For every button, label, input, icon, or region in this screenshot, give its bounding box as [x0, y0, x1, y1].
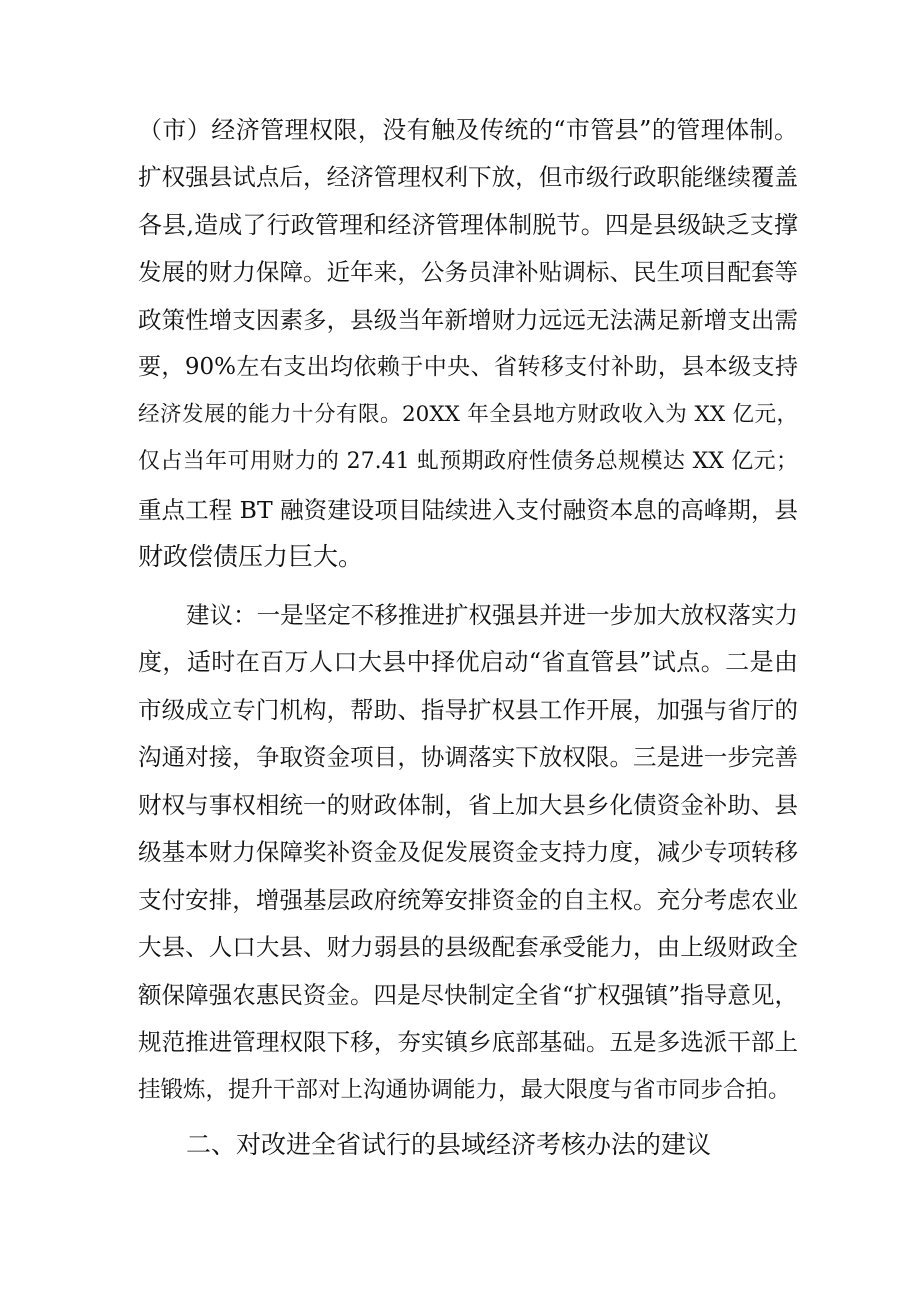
paragraph-1-line-2: 扩权强县试点后，经济管理权利下放，但市级行政职能继续覆盖	[138, 163, 798, 191]
paragraph-2-line-11: 挂锻炼，提升干部对上沟通协调能力，最大限度与省市同步合拍。	[138, 1077, 791, 1103]
paragraph-1-line-6: 要，90%左右支出均依赖于中央、省转移支付补助，县本级支持	[138, 354, 798, 380]
paragraph-2-line-9: 额保障强农惠民资金。四是尽快制定全省“扩权强镇”指导意见，	[138, 981, 798, 1009]
paragraph-2-line-3: 市级成立专门机构，帮助、指导扩权县工作开展，加强与省厅的	[138, 696, 798, 724]
paragraph-2-line-1: 建议：一是坚定不移推进扩权强县并进一步加大放权落实力	[186, 601, 798, 629]
paragraph-1-line-4: 发展的财力保障。近年来，公务员津补贴调标、民生项目配套等	[138, 258, 798, 286]
paragraph-1-line-1: （市）经济管理权限，没有触及传统的“市管县”的管理体制。	[138, 116, 798, 144]
paragraph-1-line-5: 政策性增支因素多，县级当年新增财力远远无法满足新增支出需	[138, 306, 798, 334]
paragraph-1-line-9: 重点工程 BT 融资建设项目陆续进入支付融资本息的高峰期，县	[138, 496, 798, 524]
section-heading: 二、对改进全省试行的县域经济考核办法的建议	[186, 1130, 712, 1159]
paragraph-2-line-4: 沟通对接，争取资金项目，协调落实下放权限。三是进一步完善	[138, 743, 798, 771]
paragraph-1-line-7: 经济发展的能力十分有限。20XX 年全县地方财政收入为 XX 亿元，	[138, 402, 798, 427]
paragraph-2-line-6: 级基本财力保障奖补资金及促发展资金支持力度，减少专项转移	[138, 838, 798, 866]
paragraph-1-line-8: 仅占当年可用财力的 27.41 虬预期政府性债务总规模达 XX 亿元；	[138, 449, 798, 474]
paragraph-2-line-5: 财权与事权相统一的财政体制，省上加大县乡化债资金补助、县	[138, 791, 798, 819]
paragraph-1-line-3: 各县,造成了行政管理和经济管理体制脱节。四是县级缺乏支撑	[138, 211, 798, 239]
paragraph-2-line-10: 规范推进管理权限下移，夯实镇乡底部基础。五是多选派干部上	[138, 1028, 798, 1056]
paragraph-2-line-7: 支付安排，增强基层政府统筹安排资金的自主权。充分考虑农业	[138, 886, 798, 914]
paragraph-1-line-10: 财政偿债压力巨大。	[138, 542, 364, 571]
paragraph-2-line-8: 大县、人口大县、财力弱县的县级配套承受能力，由上级财政全	[138, 933, 798, 961]
paragraph-2-line-2: 度，适时在百万人口大县中择优启动“省直管县”试点。二是由	[138, 648, 798, 676]
